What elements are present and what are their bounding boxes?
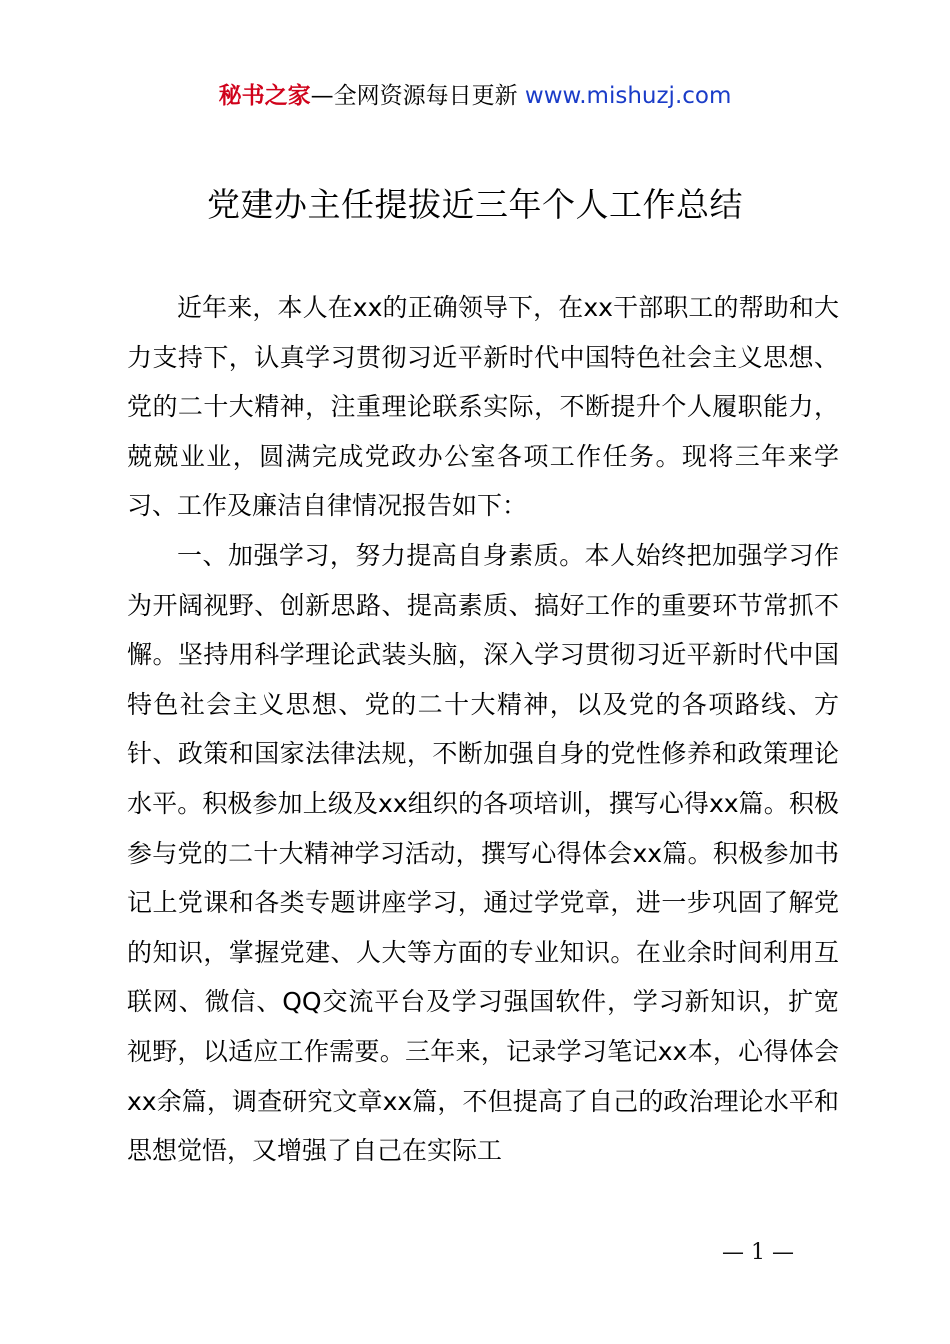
document-title: 党建办主任提拔近三年个人工作总结	[207, 185, 743, 224]
paragraph-intro: 近年来，本人在xx的正确领导下，在xx干部职工的帮助和大力支持下，认真学习贯彻习近平新时代中国特色社会主义思想、党的二十大精神，注重理论联系实际，不断提升个人履职能力，兢兢业业，圆满完成党政办公室各项工作任务。现将三年来学习、工作及廉洁自律情况报告如下：	[127, 293, 839, 521]
site-url-link[interactable]: www.mishuzj.com	[524, 83, 732, 109]
paragraph-section-1: 一、加强学习，努力提高自身素质。本人始终把加强学习作为开阔视野、创新思路、提高素质、搞好工作的重要环节常抓不懈。坚持用科学理论武装头脑，深入学习贯彻习近平新时代中国特色社会主义思想、党的二十大精神，以及党的各项路线、方针、政策和国家法律法规，不断加强自身的党性修养和政策理论水平。积极参加上级及xx组织的各项培训，撰写心得xx篇。积极参与党的二十大精神学习活动，撰写心得体会xx篇。积极参加书记上党课和各类专题讲座学习，通过学党章，进一步巩固了解党的知识，掌握党建、人大等方面的专业知识。在业余时间利用互联网、微信、QQ交流平台及学习强国软件，学习新知识，扩宽视野，以适应工作需要。三年来，记录学习笔记xx本，心得体会xx余篇，调查研究文章xx篇，不但提高了自己的政治理论水平和思想觉悟，又增强了自己在实际工	[127, 540, 839, 1166]
page-number: — 1 —	[722, 1240, 794, 1265]
brand-name: 秘书之家	[218, 83, 311, 109]
site-header	[0, 80, 950, 112]
header-tagline: —全网资源每日更新	[310, 83, 518, 109]
document-body	[127, 283, 839, 1176]
